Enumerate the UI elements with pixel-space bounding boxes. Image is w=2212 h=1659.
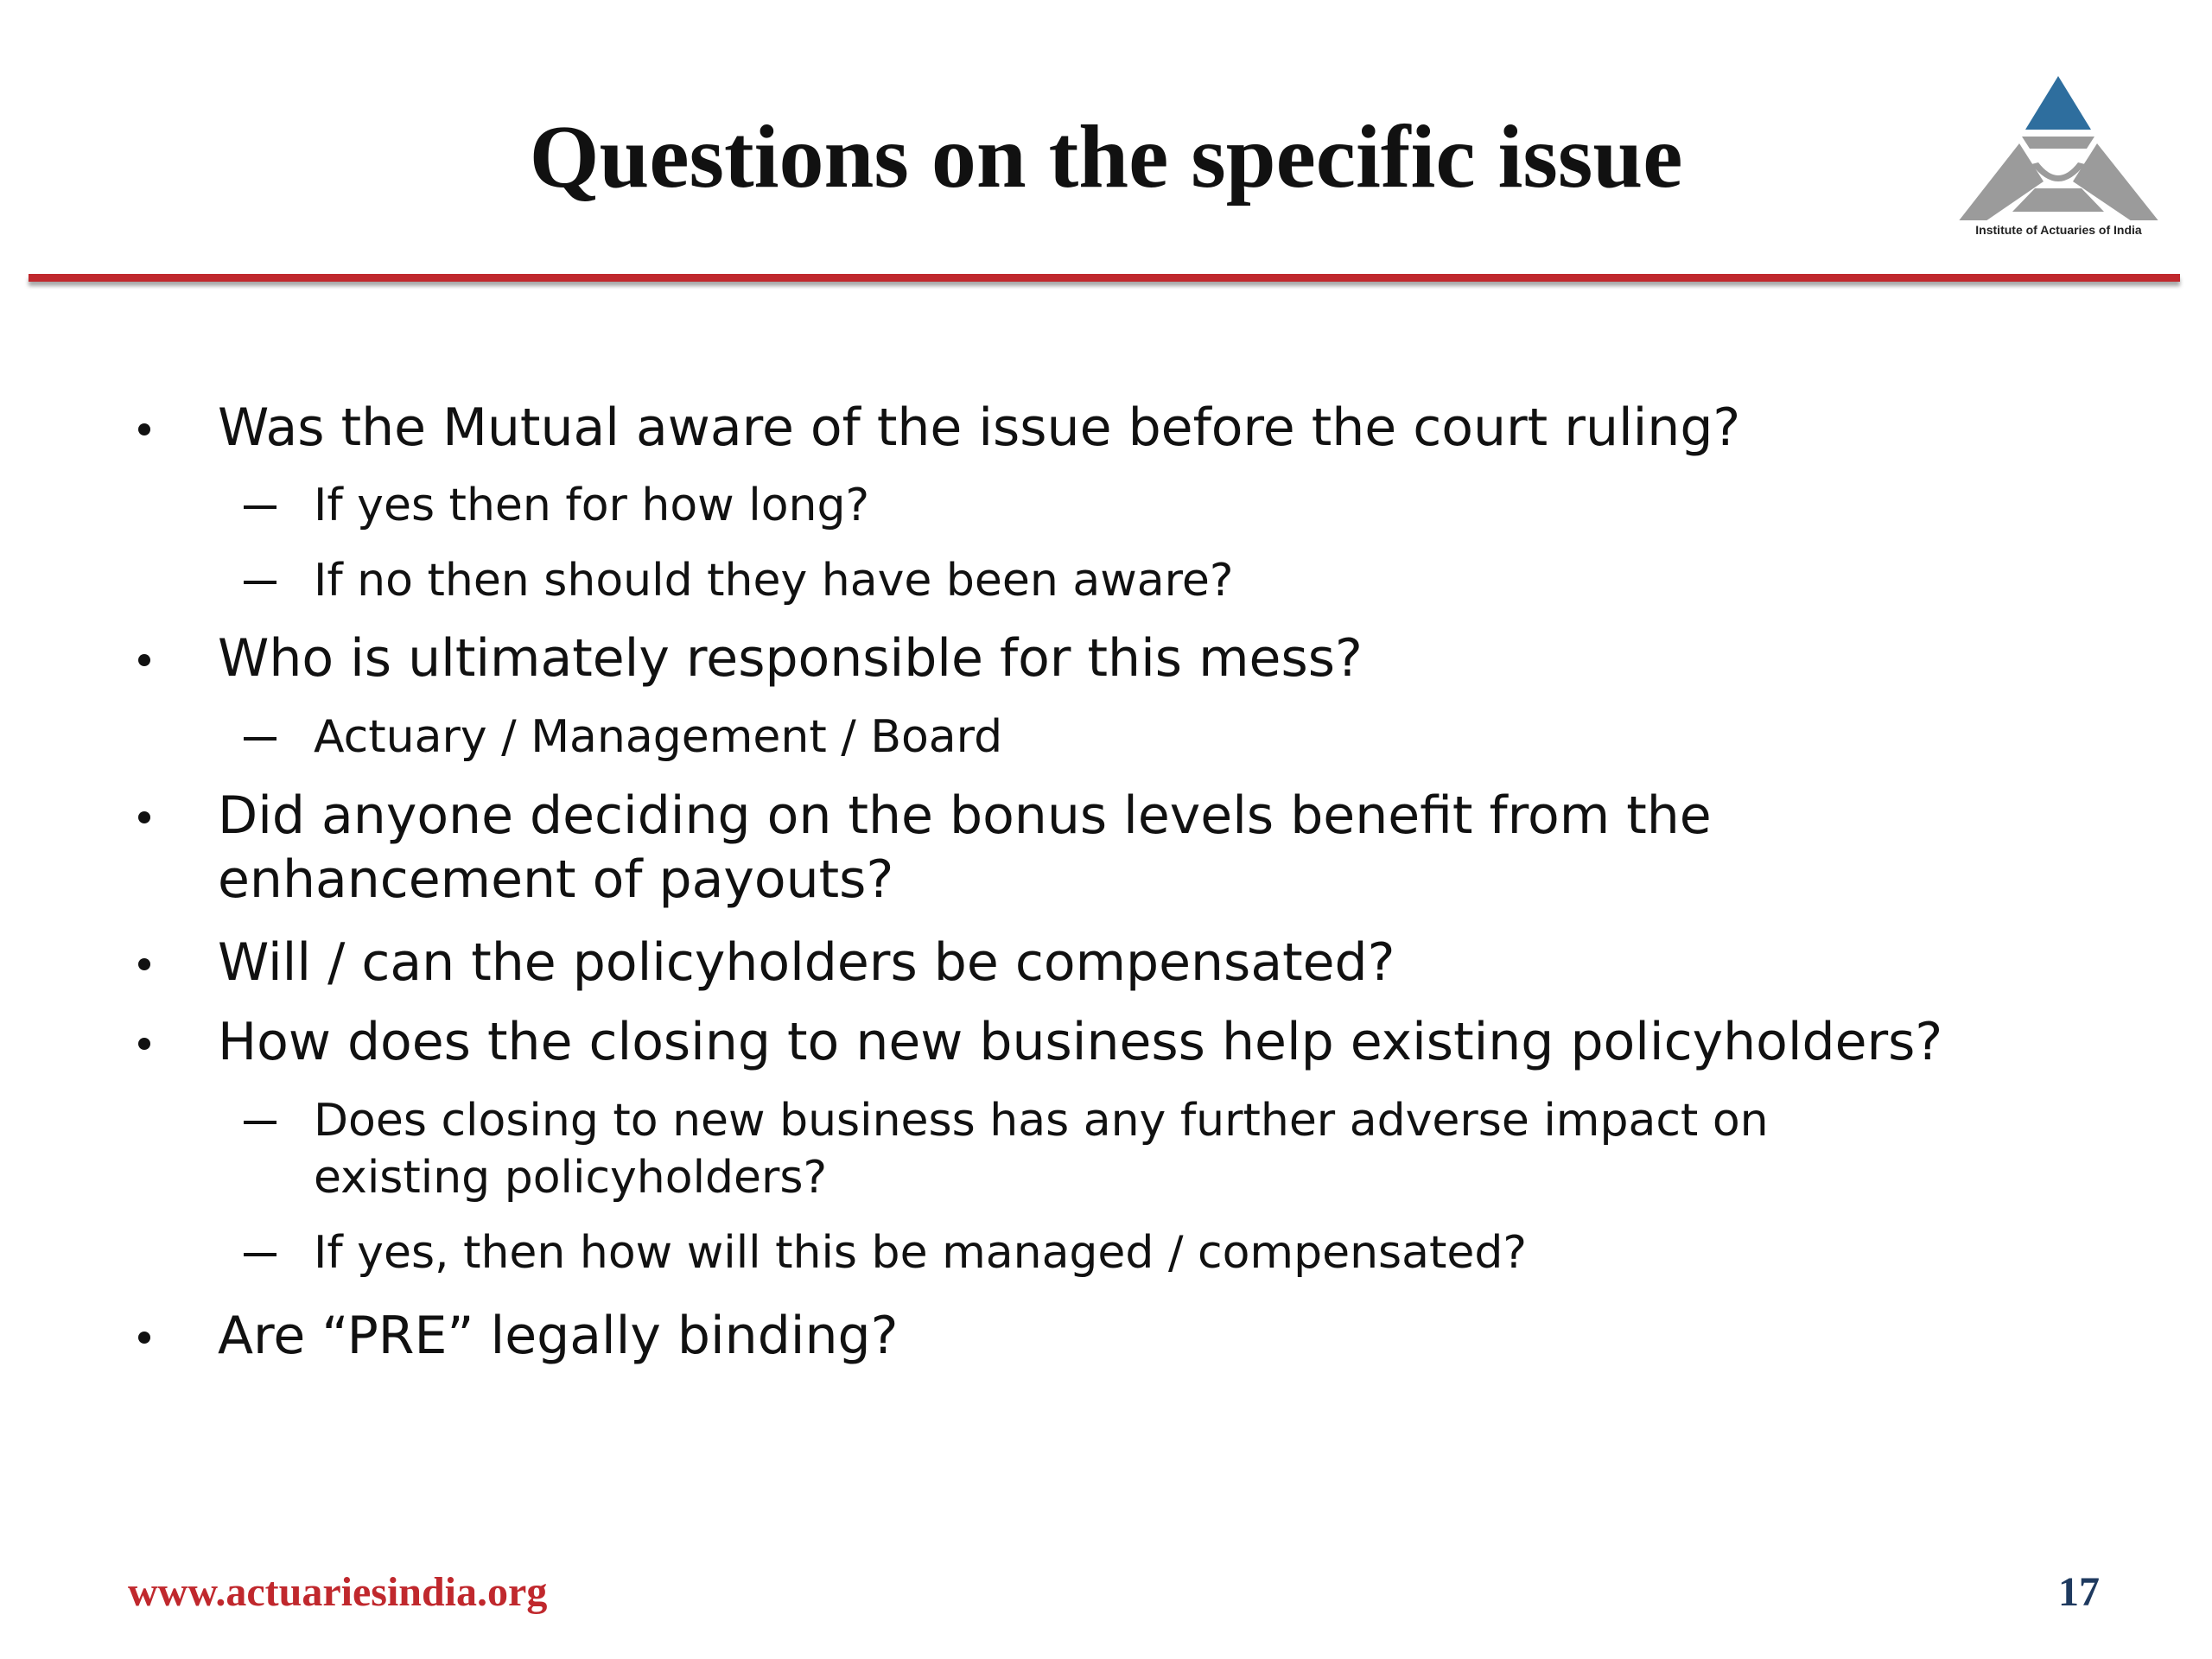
dash-icon (244, 505, 276, 509)
institute-logo (1948, 69, 2169, 246)
page-number: 17 (2058, 1569, 2100, 1615)
bullet-item: How does the closing to new business help existing policyholders? (218, 1012, 1943, 1072)
dash-icon (244, 1253, 276, 1256)
bullet-item: Did anyone deciding on the bonus levels benefit from the (218, 785, 1712, 846)
sub-bullet-item: If no then should they have been aware? (314, 555, 1234, 607)
bullet-icon (138, 423, 150, 435)
bullet-item-continuation: enhancement of payouts? (218, 849, 894, 910)
bullet-icon (138, 1038, 150, 1050)
bullet-icon (138, 958, 150, 970)
bullet-item: Who is ultimately responsible for this mess? (218, 628, 1363, 689)
dash-icon (244, 1121, 276, 1124)
footer-website-link[interactable]: www.actuariesindia.org (128, 1569, 548, 1615)
sub-bullet-item: Does closing to new business has any further adverse impact on (314, 1095, 1769, 1147)
bullet-item: Will / can the policyholders be compensated? (218, 932, 1395, 993)
bullet-item: Was the Mutual aware of the issue before the court ruling? (218, 397, 1741, 458)
sub-bullet-item: If yes then for how long? (314, 480, 870, 531)
slide-title: Questions on the specific issue (529, 107, 1683, 207)
bullet-item: Are “PRE” legally binding? (218, 1306, 899, 1366)
logo-mark-icon (1948, 69, 2169, 220)
bullet-icon (138, 1332, 150, 1344)
bullet-icon (138, 654, 150, 666)
dash-icon (244, 581, 276, 584)
logo-caption: Institute of Actuaries of India (1975, 223, 2142, 237)
sub-bullet-item: If yes, then how will this be managed / compensated? (314, 1227, 1527, 1279)
sub-bullet-item-continuation: existing policyholders? (314, 1152, 828, 1204)
bullet-icon (138, 811, 150, 823)
title-divider (29, 274, 2180, 282)
dash-icon (244, 737, 276, 741)
sub-bullet-item: Actuary / Management / Board (314, 711, 1003, 763)
